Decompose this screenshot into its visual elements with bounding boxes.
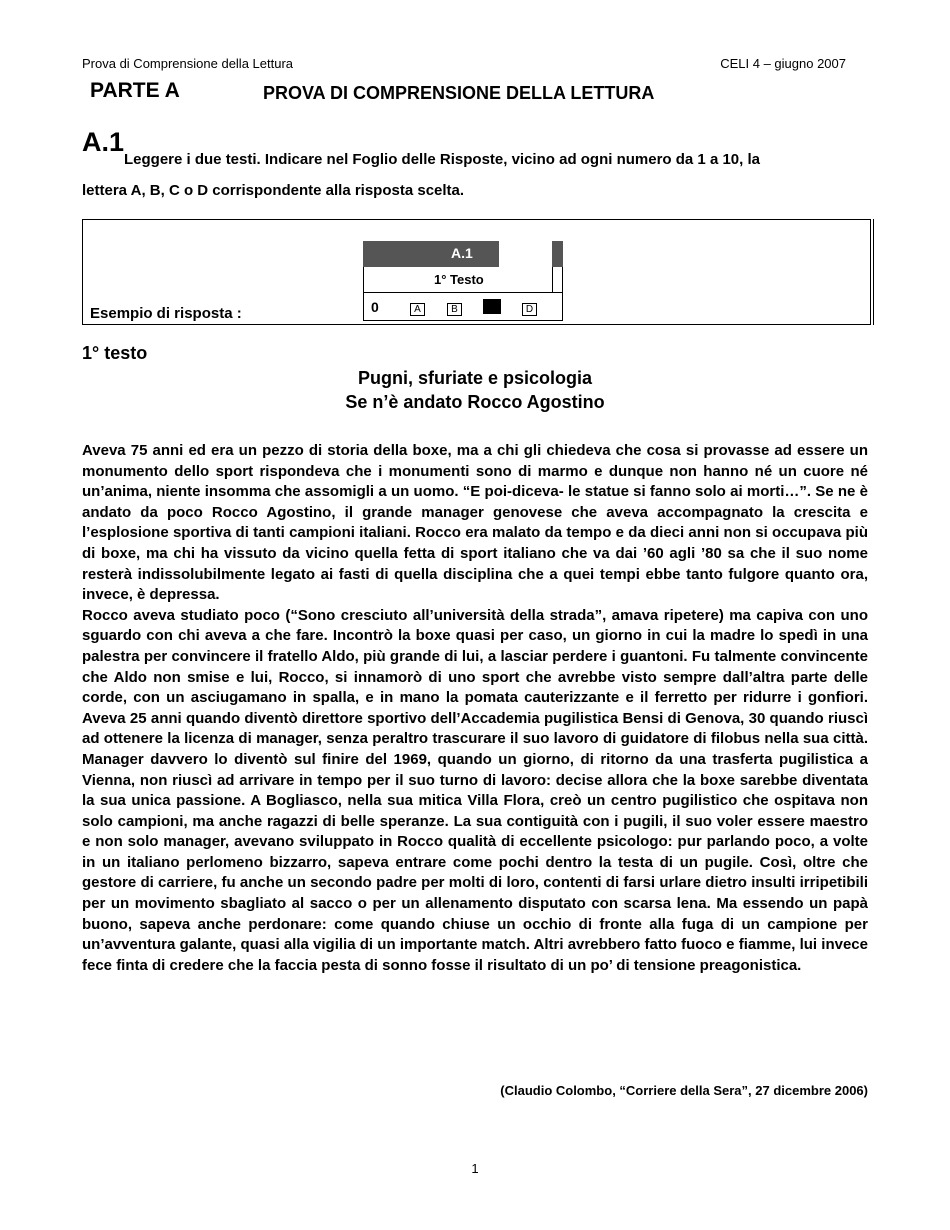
instruction-line-1: Leggere i due testi. Indicare nel Foglio delle Risposte, vicino ad ogni numero da 1 a 10, la — [124, 151, 760, 168]
article-subtitle: Se n’è andato Rocco Agostino — [345, 392, 605, 412]
answer-grid-example — [363, 241, 563, 321]
grid-subheader-label: 1° Testo — [434, 272, 484, 287]
article-paragraph-2: Rocco aveva studiato poco (“Sono cresciuto all’università della strada”, amava ripetere) ma capiva con uno sguardo con chi aveva a che fare. Incontrò la boxe quasi per caso, un giorno in cui la madre lo spedì in una palestra per convincere il fratello Aldo, più grande di lui, a lasciar perdere i guantoni. Fu talmente convincente che Aldo non smise e lui, Rocco, si innamorò di uno sport che avrebbe visto sempre dall’altra parte delle corde, con un asciugamano in spalla, e in mano la pomata cauterizzante e il ferretto per ridurre i gonfiori. Aveva 25 anni quando diventò direttore sportivo dell’Accademia pugilistica Bensi di Genova, 30 quando riuscì ad ottenere la licenza di manager, senza peraltro trascurare il suo lavoro di guidatore di filobus nella sua città. Manager davvero lo diventò sul finire del 1969, quando un giorno, di ritorno da una trasferta pugilistica a Vienna, non riuscì ad arrivare in tempo per il suo turno di lavoro: decise allora che la boxe sarebbe diventata la sua unica passione. A Bogliasco, nella sua mitica Villa Flora, creò un centro pugilistico che ospitava non solo campioni, ma anche ragazzi di belle speranze. La sua contiguità con i pugili, il suo voler essere maestro e non solo manager, avevano sviluppato in Rocco qualità di eccellente psicologo: pur parlando poco, a volte in un italiano perlomeno bizzarro, sapeva entrare come pochi dentro la testa di un pugile. Così, oltre che gestore di carriere, fu anche un secondo padre per molti di loro, contenti di farsi urlare dietro insulti irripetibili per un movimento sbagliato al sacco o per un allenamento disputato con scarsa lena. Ma essendo un papà buono, sapeva anche perdonare: come quando chiuse un occhio di fronte alla fuga di un campione per un’avventura galante, quasi alla vigilia di un importante match. Altri avrebbero fatto fuoco e fiamme, lui invece fece finta di credere che la faccia pesta di sonno fosse il risultato di un po’ di tensione preagonistica. — [82, 606, 868, 974]
article-body — [82, 441, 868, 976]
header-right: CELI 4 – giugno 2007 — [720, 56, 846, 71]
option-b-box: B — [447, 303, 462, 316]
option-c-filled-box — [483, 299, 501, 314]
header-left: Prova di Comprensione della Lettura — [82, 56, 294, 71]
grid-row-number: 0 — [371, 299, 379, 315]
example-label: Esempio di risposta : — [90, 305, 242, 322]
option-a-box: A — [410, 303, 425, 316]
text-label: 1° testo — [82, 343, 148, 363]
exercise-instruction — [82, 144, 882, 206]
section-title: PROVA DI COMPRENSIONE DELLA LETTURA — [263, 83, 655, 103]
page-number: 1 — [471, 1161, 479, 1176]
exercise-number: A.1 — [82, 127, 125, 157]
grid-divider — [552, 267, 553, 293]
article-paragraph-1: Aveva 75 anni ed era un pezzo di storia della boxe, ma a chi gli chiedeva che cosa si provasse ad essere un monumento dello sport rispondeva che i monumenti sono di marmo e dunque non hanno né un cuore né un’anima, niente insomma che assomigli a un uomo. “E poi-diceva- le statue si fanno solo ai morti…”. Se ne è andato da poco Rocco Agostino, il grande manager genovese che aveva accompagnato la crescita e l’esplosione sportiva di tanti campioni italiani. Rocco era malato da tempo e da dieci anni non si occupava più di boxe, ma chi ha vissuto da vicino quella fetta di sport italiano che va dai ’60 agli ’80 sa che il suo nome resterà indissolubilmente legato ai fasti di quella disciplina che a quei tempi ebbe tanto fulgore quanto ora, invece, è depressa. — [82, 442, 868, 604]
article-source: (Claudio Colombo, “Corriere della Sera”, 27 dicembre 2006) — [500, 1083, 868, 1098]
option-d-box: D — [522, 303, 537, 316]
grid-header — [363, 241, 499, 267]
part-label: PARTE A — [90, 79, 180, 102]
grid-tab — [552, 241, 563, 267]
grid-subheader — [363, 267, 500, 292]
article-title: Pugni, sfuriate e psicologia — [357, 368, 593, 388]
instruction-line-2: lettera A, B, C o D corrispondente alla risposta scelta. — [82, 182, 465, 199]
grid-header-label: A.1 — [451, 245, 473, 261]
